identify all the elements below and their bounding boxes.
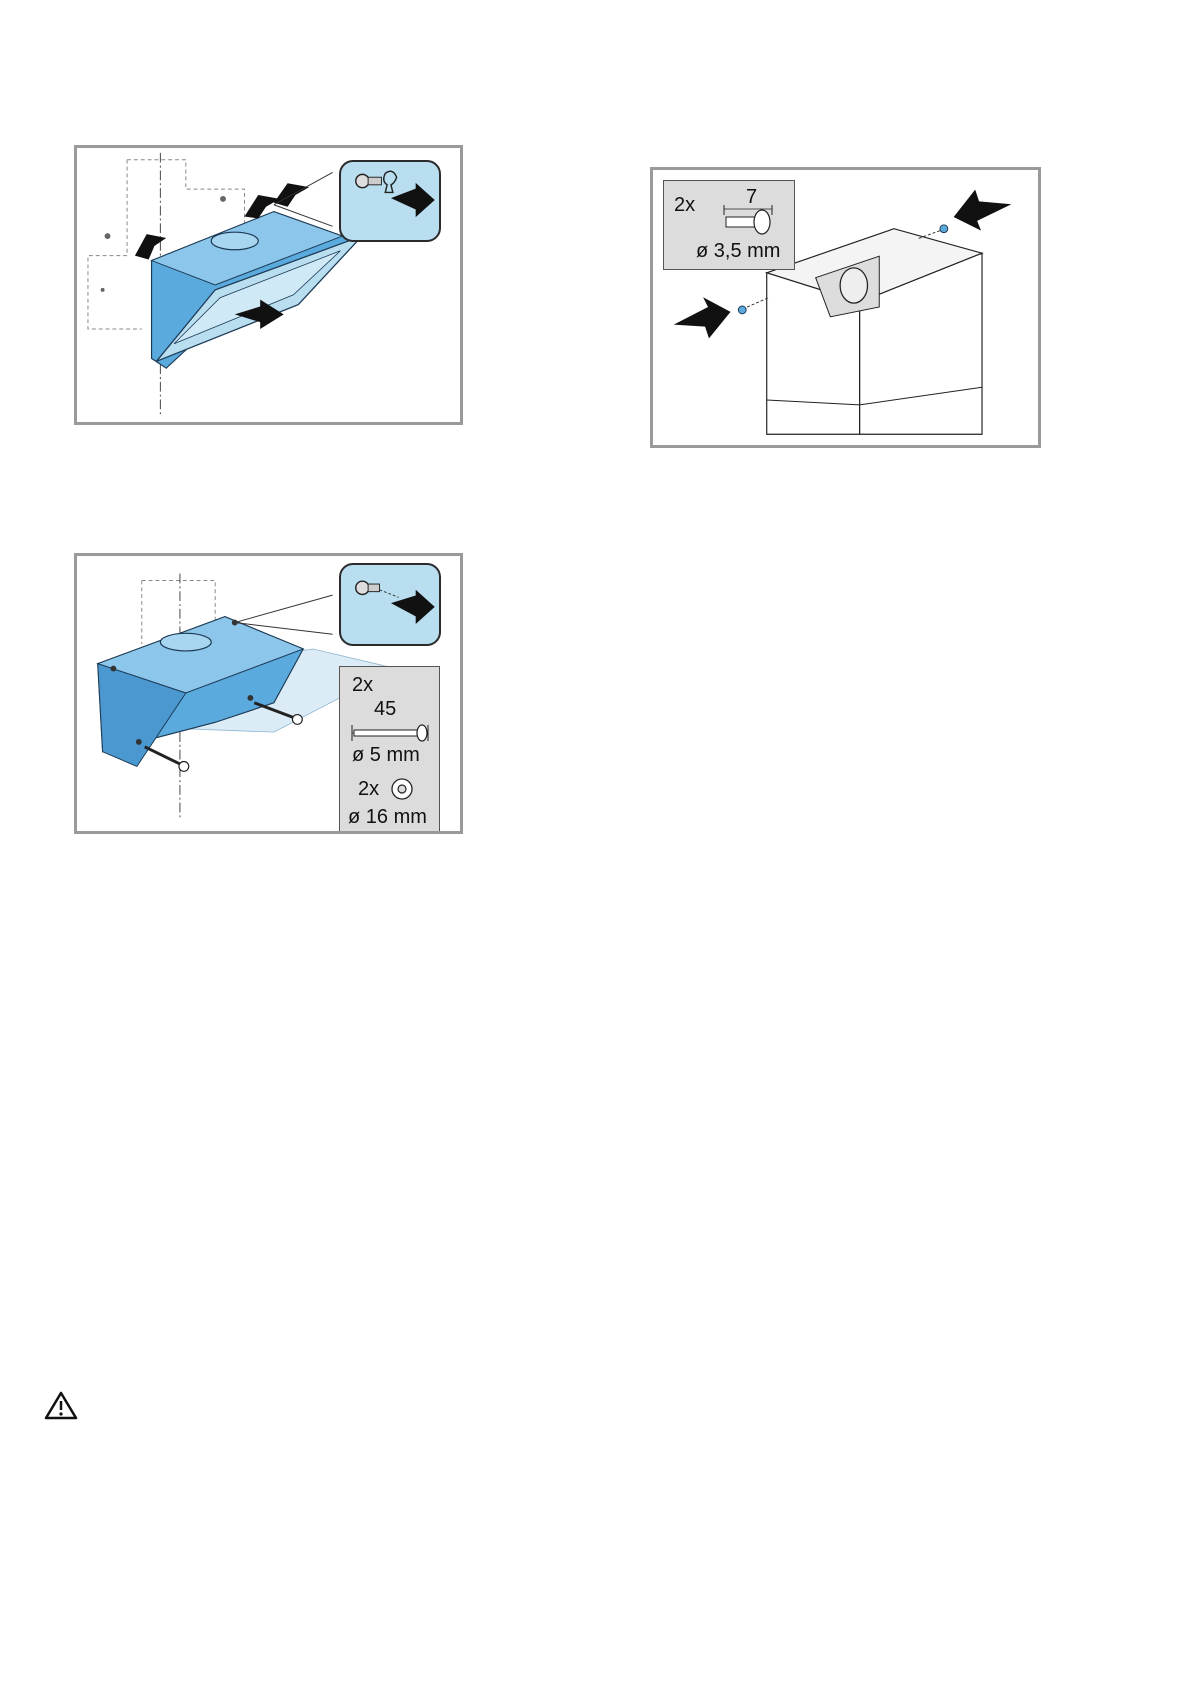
- screw-spec-box: [339, 666, 440, 834]
- screw-count: 2x: [674, 194, 696, 216]
- screw-count: 2x: [352, 674, 374, 696]
- figure-screw-hood: [74, 553, 463, 834]
- warning-triangle-icon: [44, 1390, 78, 1420]
- figure-fix-chimney: [650, 167, 1041, 448]
- washer-count: 2x: [358, 778, 380, 800]
- screw-diameter: ø 3,5 mm: [696, 240, 781, 262]
- washer-icon: [390, 777, 414, 801]
- detail-zoom-keyhole: [339, 160, 441, 242]
- figure-hang-hood: [74, 145, 463, 425]
- screw-spec-box: [663, 180, 795, 270]
- detail-zoom-screw: [339, 563, 441, 646]
- screw-diameter: ø 5 mm: [352, 744, 420, 766]
- screw-length: 7: [746, 186, 758, 208]
- screw-length: 45: [374, 698, 397, 720]
- washer-diameter: ø 16 mm: [348, 806, 427, 828]
- sheet-metal-screw-icon: [664, 201, 796, 241]
